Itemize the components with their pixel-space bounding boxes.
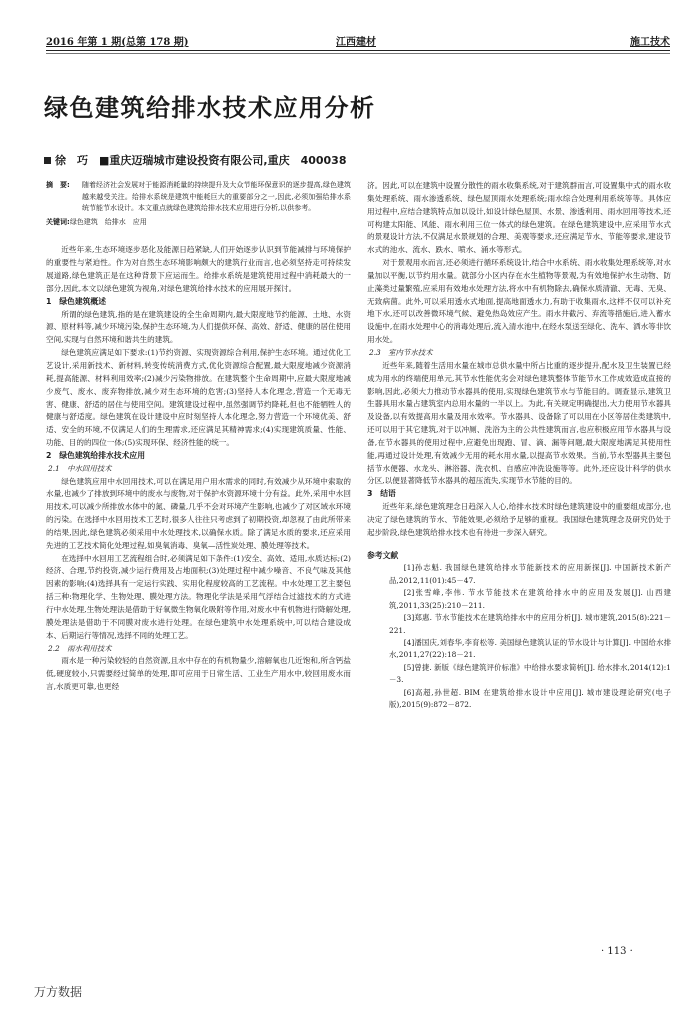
section-1-paragraph-1: 所谓的绿色建筑,指的是在建筑建设的全生命周期内,最大限度地节约能源、土地、水资源、原材料等,减少环境污染,保护生态环境,为人们提供环保、高效、舒适、健康的居住使用空间,实现与自然环境和谐共生的建筑。 <box>46 309 351 345</box>
left-column <box>46 180 351 694</box>
reference-item: [2]张雪峰,李伟. 节水节能技术在建筑给排水中的应用及发展[J]. 山西建筑,2011,33(25):210－211. <box>389 588 671 610</box>
reference-list <box>367 562 671 711</box>
keywords <box>46 217 351 229</box>
reference-item: [6]高超,孙世超. BIM 在建筑给排水设计中应用[J]. 城市建设理论研究(电子版),2015(9):872－872. <box>389 687 671 709</box>
reference-item: [5]曾捷. 新版《绿色建筑评价标准》中给排水要求简析[J]. 给水排水,2014(12):1－3. <box>389 662 671 685</box>
section-3-paragraph-1: 近些年来,绿色建筑理念日趋深入人心,给排水技术时绿色建筑建设中的重要组成部分,也决定了绿色建筑的节水、节能效果,必须给予足够的重视。我国绿色建筑理念及研究仍处于起步阶段,绿色建筑给排水技术也有待进一步深入研究。 <box>367 502 671 537</box>
reference-item: [1]孙志魁. 我国绿色建筑给排水节能新技术的应用新探[J]. 中国新技术新产品,2012,11(01):45－47. <box>389 563 671 585</box>
author-affiliation: 徐 巧 ■重庆迈瑞城市建设投资有限公司,重庆 400038 <box>55 154 347 167</box>
section-1-paragraph-2: 绿色建筑应满足如下要求:(1)节约资源、实现资源综合利用,保护生态环境。通过优化工艺设计,采用新技术、新材料,转变传统消费方式,优化资源综合配置,最大限度地减少资源消耗,提高能源、材料利用效率;(2)减少污染物排放。在建筑整个生命周期中,应最大限度地减少废气、废水、废弃物排放,减少对生态环境的危害;(3)坚持人本化理念,营造一个无毒无害、健康、舒适的居住与使用空间。建筑建设过程中,虽然强调节约降耗,但也不能牺牲人的健康与舒适度。绿色建筑在设计建设中应时刻坚持人本化理念,努力营造一个环境优美、舒适、安全的环境,不仅满足人们的生理需求,还应满足其精神需求;(4)实现建筑质量、性能、功能、目的的四位一体;(5)实现环保、经济性能的统一。 <box>46 348 351 448</box>
section-2-3-heading: 2.3 室内节水技术 <box>369 347 433 357</box>
footer-watermark: 万方数据 <box>34 985 83 999</box>
section-2-2-heading: 2.2 雨水利用技术 <box>48 643 112 653</box>
abstract <box>46 180 351 215</box>
abstract-text: 随着经济社会发展对于能源消耗量的持续提升及大众节能环保意识的逐步提高,绿色建筑越来越受关注。给排水系统是建筑中能耗巨大的重要部分之一,因此,必须加强给排水系统节能节水设计。本文重点就绿色建筑给排水技术应用进行分析,以供参考。 <box>82 181 351 213</box>
right-paragraph-2: 对于景观用水而言,还必须进行循环系统设计,结合中水系统、雨水收集处理系统等,对水量加以平衡,以节约用水量。就部分小区内存在水生植物等景观,为有效地保护水生动物、防止藻类过量繁殖,应采用有效地水处理方法,将水中有机物除去,确保水质清澈、无毒、无臭、无致病菌。此外,可以采用透水式地面,提高地面透水力,有助于收集雨水,这样不仅可以补充地下水,还可以改善微环境气候、避免热岛效应产生。雨水井截污、弃流等措施后,进入蓄水设施中,在雨水处理中心的消毒处理后,流入清水池中,在经水泵送至绿化、洗车、洒水等非饮用水处。 <box>367 258 671 345</box>
section-name: 施工技术 <box>630 37 670 48</box>
intro-paragraph: 近些年来,生态环境逐步恶化及能源日趋紧缺,人们开始逐步认识到节能减排与环境保护的重要性与紧迫性。作为对自然生态环境影响颇大的建筑行业而言,也必须坚持走可持续发展道路,绿色建筑正是在这种背景下应运而生。给排水系统是建筑使用过程中消耗最大的一部分,因此,本文以绿色建筑为视角,对绿色建筑给排水技术的应用展开探讨。 <box>46 245 351 293</box>
header-rule <box>46 53 670 54</box>
section-1-heading: 1 绿色建筑概述 <box>46 296 107 306</box>
page-number: · 113 · <box>601 946 633 957</box>
author-line <box>44 152 347 168</box>
section-2-2-paragraph-1: 雨水是一种污染较轻的自然资源,且水中存在的有机物量少,溶解氧也几近饱和,所含钙盐低,硬度较小,只需要经过简单的处理,即可应用于日常生活、工业生产用水中,较回用废水而言,水质更可靠,也更经 <box>46 656 351 692</box>
journal-name: 江西建材 <box>336 37 376 48</box>
article-title: 绿色建筑给排水技术应用分析 <box>44 94 376 122</box>
references-heading: 参考文献 <box>367 550 399 560</box>
bullet-square-icon <box>44 157 51 164</box>
abstract-label: 摘 要: <box>46 181 70 189</box>
reference-item: [3]郑惠. 节水节能技术在建筑给排水中的应用分析[J]. 城市建筑,2015(8):221－221. <box>389 613 671 635</box>
keywords-text: 绿色建筑 给排水 应用 <box>69 217 147 226</box>
right-paragraph-1: 济。因此,可以在建筑中设置分散性的雨水收集系统,对于建筑群而言,可设置集中式的雨水收集处理系统、雨水渗透系统、绿色屋顶雨水处理系统;雨水综合处理利用系统等等。具体应用过程中,应结合建筑特点加以设计,如设计绿色屋顶、水景、渗透利用、雨水回用等技术,还可构建太阳能、风能、雨水利用三位一体式的绿色建筑。在绿色建筑建设中,应采用节水式的景观设计方法,不仅满足水景规划的合理、美观等要求,还应满足节水、节能等要求,建设节水式的池水、流水、跌水、喷水、涌水等形式。 <box>367 181 671 255</box>
section-3-heading: 3 结语 <box>367 489 396 499</box>
section-2-1-paragraph-2: 在选择中水回用工艺流程组合时,必须满足如下条件:(1)安全、高效、适用,水质达标;(2)经济、合理,节约投资,减少运行费用及占地面积;(3)处理过程中减少噪音、不良气味及其他因素的影响;(4)选择具有一定运行实践、实用化程度较高的工艺流程。中水处理工艺主要包括三种:物理化学、生物处理、膜处理方法。物理化学法是采用气浮结合过滤技术的方式进行中水处理,生物处理法是借助于好氧微生物氧化吸附等作用,对废水中有机物进行降解处理,膜处理法是借助于不同膜对废水进行处理。在绿色建筑中水处理系统中,可以结合建设成本、后期运行等情况,选择不同的处理工艺。 <box>46 553 351 640</box>
section-2-heading: 2 绿色建筑给排水技术应用 <box>46 450 145 460</box>
right-column <box>367 180 671 711</box>
section-2-1-heading: 2.1 中水回用技术 <box>48 463 112 473</box>
journal-issue: 2016 年第 1 期(总第 178 期) <box>46 37 189 48</box>
section-2-1-paragraph-1: 绿色建筑应用中水回用技术,可以在满足用户用水需求的同时,有效减少从环境中索取的水量,也减少了排放到环境中的废水与废物,对于保护水资源环境十分有益。此外,采用中水回用技术,可以减少所排放水体中的氮、磷量,几乎不会对环境产生影响,也减少了对区域水环境的污染。在选择中水回用技术工艺时,很多人往往只考虑到了初期投资,却忽视了由此所带来的结果,因此,绿色建筑必须采用中水处理技术,以确保水质。除了满足水质的要求,还应采用先进的工艺技术简化处理过程,如臭氧消毒、臭氧—活性炭处理、膜处理等技术。 <box>46 476 351 550</box>
reference-item: [4]潘国庆,刘春华,李育松等. 美国绿色建筑认证的节水设计与计算[J]. 中国给水排水,2011,27(22):18－21. <box>389 637 671 660</box>
running-header <box>46 34 670 51</box>
keywords-label: 关键词: <box>46 217 70 226</box>
section-2-3-paragraph-1: 近些年来,随着生活用水量在城市总供水量中所占比重的逐步提升,配水及卫生装置已经成为用水的终端使用单元,其节水性能优劣会对绿色建筑整体节能节水工作成效造成直接的影响,因此,必须大力推动节水器具的使用,实现绿色建筑节水与节能目的。调查显示,建筑卫生器具用水量占建筑室内总用水量的一半以上。为此,有关规定明确提出,大力使用节水器具及设备,以有效提高用水量及用水效率。节水器具、设备除了可以用在小区等居住类建筑中,还可以用于其它建筑,对于以冲厕、洗浴为主的公共性建筑而言,也应积极应用节水器具与设备,在节水器具的使用过程中,应避免出现跑、冒、滴、漏等问题,最大限度地满足其使用性能,再通过设计处理,有效减少无用的耗水用水量,以提高节水效果。当前,节水型器具主要包括节水便器、水龙头、淋浴器、洗衣机、自感应冲洗设施等等。此外,还应设计科学的供水分区,以便显著降低节水器具的超压流失,实现节水节能的目的。 <box>367 360 671 486</box>
